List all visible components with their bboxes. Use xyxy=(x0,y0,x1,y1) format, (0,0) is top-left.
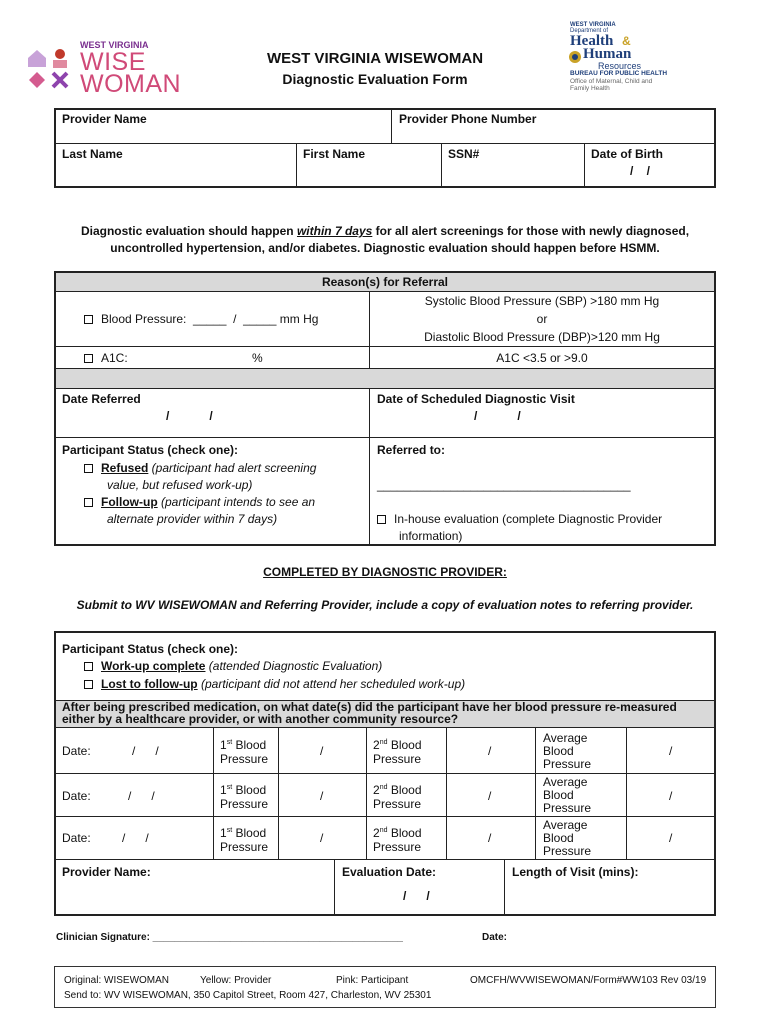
footer-form-id: OMCFH/WVWISEWOMAN/Form#WW103 Rev 03/19 xyxy=(470,975,707,986)
provider-name-field[interactable]: Provider Name xyxy=(62,112,147,126)
row2-second-bp: 2nd Blood Pressure xyxy=(373,783,422,811)
row3-first-bp-slash[interactable]: / xyxy=(320,831,324,845)
refused-option[interactable]: Refused (participant had alert screening value, but refused work-up) xyxy=(84,460,316,494)
bp-checkbox-row[interactable] xyxy=(84,312,318,326)
lost-label: Lost to follow-up xyxy=(101,677,198,691)
dob-slashes: / / xyxy=(630,164,651,178)
row1-date-slashes: / / xyxy=(132,744,159,758)
referred-to-line[interactable]: ______________________________________ xyxy=(377,478,631,492)
row1-avg-label: Average Blood Pressure xyxy=(543,731,592,771)
last-name-field[interactable]: Last Name xyxy=(62,147,123,161)
workup-option[interactable]: Work-up complete (attended Diagnostic Evaluation) xyxy=(84,659,382,673)
footer-yellow: Yellow: Provider xyxy=(200,975,272,986)
a1c-checkbox-row[interactable] xyxy=(84,351,128,365)
dhhr-office2: Family Health xyxy=(570,85,610,92)
dhhr-logo xyxy=(568,22,728,94)
or-text: or xyxy=(536,312,548,326)
dob-field[interactable]: Date of Birth xyxy=(591,147,663,161)
row2-second-bp-slash[interactable]: / xyxy=(488,789,492,803)
dhhr-bureau: BUREAU FOR PUBLIC HEALTH xyxy=(570,70,668,77)
footer-box xyxy=(54,966,716,1008)
logo-wise: WISE xyxy=(80,48,146,76)
participant-status-label: Participant Status (check one): xyxy=(62,443,239,457)
dhhr-resources: Resources xyxy=(598,61,642,71)
evaluation-date-slashes: / / xyxy=(403,889,430,903)
logo-icons-icon xyxy=(26,46,74,94)
dhhr-health: Health xyxy=(570,33,614,49)
a1c-label: A1C: xyxy=(101,351,128,365)
provider-phone-field[interactable]: Provider Phone Number xyxy=(399,112,537,126)
lost-checkbox[interactable] xyxy=(84,680,93,689)
form-subtitle: Diagnostic Evaluation Form xyxy=(282,71,468,87)
row1-second-bp: 2nd Blood Pressure xyxy=(373,738,422,766)
followup-option[interactable]: Follow-up (participant intends to see an alternate provider within 7 days) xyxy=(84,494,315,528)
dhhr-and: & xyxy=(622,34,631,48)
footer-pink: Pink: Participant xyxy=(336,975,409,986)
row1-date-label[interactable]: Date: xyxy=(62,744,91,758)
a1c-unit: % xyxy=(252,351,263,365)
row3-date-label[interactable]: Date: xyxy=(62,831,91,845)
remeasure-question: After being prescribed medication, on what date(s) did the participant have her blood pressure re-measured either by a healthcare provider, or with another community resource? xyxy=(62,700,677,726)
workup-label: Work-up complete xyxy=(101,659,206,673)
inhouse-option[interactable]: In-house evaluation (complete Diagnostic Provider information) xyxy=(377,511,662,545)
row2-avg-slash[interactable]: / xyxy=(669,789,673,803)
evaluation-date-field[interactable]: Evaluation Date: xyxy=(342,865,437,879)
refused-checkbox[interactable] xyxy=(84,464,93,473)
row3-second-bp: 2nd Blood Pressure xyxy=(373,826,422,854)
row1-first-bp-slash[interactable]: / xyxy=(320,744,324,758)
a1c-criteria: A1C <3.5 or >9.0 xyxy=(496,351,588,365)
row2-avg-label: Average Blood Pressure xyxy=(543,775,592,815)
dhhr-state: WEST VIRGINIA xyxy=(570,22,616,28)
date-referred-slashes: / / xyxy=(166,409,213,423)
dhhr-dept: Department of xyxy=(570,28,609,34)
bp-checkbox[interactable] xyxy=(84,315,93,324)
dbp-criteria: Diastolic Blood Pressure (DBP)>120 mm Hg xyxy=(424,330,660,344)
clinician-signature-line[interactable]: Clinician Signature: _____________________________________________ xyxy=(56,932,403,943)
diag-provider-name-field[interactable]: Provider Name: xyxy=(62,865,151,879)
lost-option[interactable]: Lost to follow-up (participant did not attend her scheduled work-up) xyxy=(84,677,465,691)
row3-second-bp-slash[interactable]: / xyxy=(488,831,492,845)
row2-date-slashes: / / xyxy=(128,789,155,803)
followup-checkbox[interactable] xyxy=(84,498,93,507)
visit-length-field[interactable]: Length of Visit (mins): xyxy=(512,865,639,879)
bp-label: Blood Pressure: _____ / _____ mm Hg xyxy=(101,312,319,326)
dhhr-office1: Office of Maternal, Child and xyxy=(570,78,653,85)
inhouse-checkbox[interactable] xyxy=(377,515,386,524)
sbp-criteria: Systolic Blood Pressure (SBP) >180 mm Hg xyxy=(424,294,660,308)
wisewoman-logo xyxy=(26,40,182,100)
logo-woman: WOMAN xyxy=(80,70,182,98)
row1-first-bp: 1st Blood Pressure xyxy=(220,738,269,766)
followup-label: Follow-up xyxy=(101,495,158,509)
row3-date-slashes: / / xyxy=(122,831,149,845)
first-name-field[interactable]: First Name xyxy=(303,147,366,161)
workup-checkbox[interactable] xyxy=(84,662,93,671)
date-scheduled-slashes: / / xyxy=(474,409,521,423)
footer-send-to: Send to: WV WISEWOMAN, 350 Capitol Street, Room 427, Charleston, WV 25301 xyxy=(64,990,432,1001)
dhhr-seal-icon xyxy=(568,50,582,64)
row2-first-bp-slash[interactable]: / xyxy=(320,789,324,803)
row3-avg-slash[interactable]: / xyxy=(669,831,673,845)
submit-instructions: Submit to WV WISEWOMAN and Referring Provider, include a copy of evaluation notes to referring provider. xyxy=(76,598,694,612)
row2-date-label[interactable]: Date: xyxy=(62,789,91,803)
date-referred-field[interactable]: Date Referred xyxy=(62,392,141,406)
row3-first-bp: 1st Blood Pressure xyxy=(220,826,269,854)
completed-heading: COMPLETED BY DIAGNOSTIC PROVIDER: xyxy=(263,565,507,579)
instructions: Diagnostic evaluation should happen within 7 days for all alert screenings for those with newly diagnosed, uncontrolled hypertension, and/or diabetes. Diagnostic evaluation should happen before HSMM. xyxy=(80,224,690,255)
refused-label: Refused xyxy=(101,461,149,475)
row1-avg-slash[interactable]: / xyxy=(669,744,673,758)
row2-first-bp: 1st Blood Pressure xyxy=(220,783,269,811)
footer-original: Original: WISEWOMAN xyxy=(64,975,170,986)
a1c-checkbox[interactable] xyxy=(84,354,93,363)
row3-avg-label: Average Blood Pressure xyxy=(543,818,592,858)
diag-status-label: Participant Status (check one): xyxy=(62,642,239,656)
dhhr-human: Human xyxy=(583,46,632,62)
referral-header: Reason(s) for Referral xyxy=(321,275,449,289)
ssn-field[interactable]: SSN# xyxy=(448,147,480,161)
form-title: WEST VIRGINIA WISEWOMAN xyxy=(266,50,484,67)
logo-state: WEST VIRGINIA xyxy=(80,40,149,50)
signature-date-label[interactable]: Date: xyxy=(482,932,508,943)
date-scheduled-field[interactable]: Date of Scheduled Diagnostic Visit xyxy=(377,392,575,406)
row1-second-bp-slash[interactable]: / xyxy=(488,744,492,758)
referred-to-label: Referred to: xyxy=(377,443,446,457)
